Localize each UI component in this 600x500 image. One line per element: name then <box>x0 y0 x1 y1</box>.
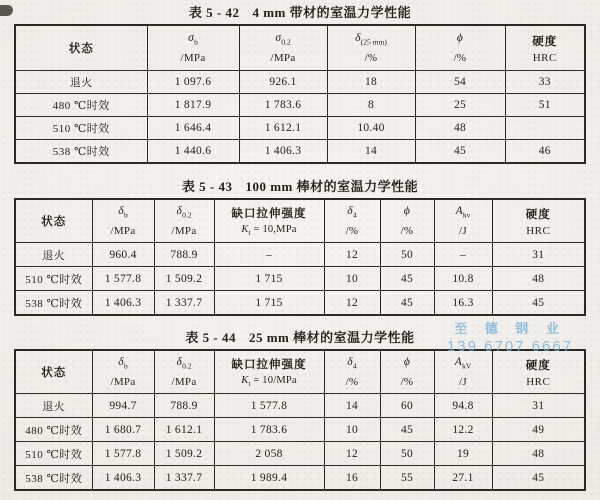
header-hardness: 硬度 HRC <box>492 199 585 243</box>
row-label: 510 ℃时效 <box>15 267 92 291</box>
table-cell: 2 058 <box>214 442 324 466</box>
table-cell: 12.2 <box>434 418 492 442</box>
header-hardness: 硬度 HRC <box>505 25 585 71</box>
header-state: 状态 <box>15 199 92 243</box>
table-number-label: 表 5 - 44 <box>185 330 236 345</box>
table-row <box>15 71 585 94</box>
table-row <box>15 466 585 491</box>
header-delta-02: $\delta_{0.2}$ /MPa <box>154 350 214 394</box>
table-cell: 1 577.8 <box>214 394 324 418</box>
row-label: 538 ℃时效 <box>15 140 147 164</box>
table-cell: – <box>434 243 492 267</box>
table-cell: 1 509.2 <box>154 267 214 291</box>
table-5-42-title <box>0 5 600 21</box>
header-state: 状态 <box>15 350 92 394</box>
table-cell: 1 612.1 <box>154 418 214 442</box>
table-row <box>15 117 585 140</box>
table-row <box>15 418 585 442</box>
table-cell: 960.4 <box>92 243 154 267</box>
table-cell: 1 715 <box>214 291 324 316</box>
table-cell: 1 406.3 <box>92 466 154 491</box>
table-cell: 48 <box>492 442 585 466</box>
table-cell: 994.7 <box>92 394 154 418</box>
table-cell: 1 406.3 <box>92 291 154 316</box>
table-cell: 1 337.7 <box>154 466 214 491</box>
table-cell: 45 <box>415 140 505 164</box>
table-cell: 10 <box>324 267 380 291</box>
table-title-text: 25 mm 棒材的室温力学性能 <box>248 330 415 345</box>
header-reduction-of-area: ϕ /% <box>415 25 505 71</box>
row-label: 退火 <box>15 243 92 267</box>
table-cell: 16 <box>324 466 380 491</box>
table-cell: 1 680.7 <box>92 418 154 442</box>
table-cell: 1 097.6 <box>147 71 239 94</box>
header-row <box>15 350 585 394</box>
table-cell: 49 <box>492 418 585 442</box>
table-cell: 27.1 <box>434 466 492 491</box>
table-cell: 94.8 <box>434 394 492 418</box>
table-5-43-section <box>0 179 600 316</box>
table-cell: 50 <box>380 442 434 466</box>
table-title-text: 4 mm 带材的室温力学性能 <box>252 5 412 20</box>
table-cell: 12 <box>324 243 380 267</box>
table-row <box>15 140 585 164</box>
table-cell: 1 440.6 <box>147 140 239 164</box>
table-cell <box>505 117 585 140</box>
table-cell: 31 <box>492 243 585 267</box>
row-label: 480 ℃时效 <box>15 94 147 117</box>
header-sigma-02: $\sigma_{0.2}$ /MPa <box>239 25 327 71</box>
watermark-phone-number: 139 6707 6667 <box>446 338 574 355</box>
header-delta-b: $\delta_b$ /MPa <box>92 350 154 394</box>
table-cell: 1 577.8 <box>92 267 154 291</box>
header-delta-b: $\delta_b$ /MPa <box>92 199 154 243</box>
header-state: 状态 <box>15 25 147 71</box>
header-impact-energy: $A_{kv}$ /J <box>434 199 492 243</box>
header-delta-4: $\delta_4$ /% <box>324 350 380 394</box>
table-cell: 50 <box>380 243 434 267</box>
table-row <box>15 442 585 466</box>
table-cell: 12 <box>324 291 380 316</box>
header-reduction-of-area: ϕ /% <box>380 199 434 243</box>
table-cell: 45 <box>492 291 585 316</box>
table-row <box>15 291 585 316</box>
table-cell: 19 <box>434 442 492 466</box>
table-cell: 1 509.2 <box>154 442 214 466</box>
row-label: 538 ℃时效 <box>15 466 92 491</box>
header-row <box>15 199 585 243</box>
table-cell: 51 <box>505 94 585 117</box>
table-5-43-title <box>0 179 600 195</box>
table-cell: 8 <box>327 94 415 117</box>
table-number-label: 表 5 - 43 <box>181 179 233 194</box>
table-5-42-section <box>0 5 600 164</box>
table-cell: – <box>214 243 324 267</box>
header-row <box>15 25 585 71</box>
table-number-label: 表 5 - 42 <box>188 5 240 20</box>
table-cell: 45 <box>380 267 434 291</box>
header-notch-tensile-strength: 缺口拉伸强度 $K_t = 10/MPa$ <box>214 350 324 394</box>
header-impact-energy: $A_{kV}$ /J <box>434 350 492 394</box>
table-row <box>15 243 585 267</box>
table-cell: 14 <box>324 394 380 418</box>
table-cell: 1 646.4 <box>147 117 239 140</box>
table-5-42 <box>14 24 586 164</box>
scan-artifact-mark <box>0 5 13 16</box>
table-row <box>15 267 585 291</box>
header-notch-tensile-strength: 缺口拉伸强度 $K_t = 10,MPa$ <box>214 199 324 243</box>
table-cell: 1 783.6 <box>214 418 324 442</box>
table-cell: 45 <box>380 418 434 442</box>
table-5-44 <box>14 349 586 491</box>
table-cell: 10.40 <box>327 117 415 140</box>
table-cell: 18 <box>327 71 415 94</box>
table-cell: 25 <box>415 94 505 117</box>
table-cell: 10 <box>324 418 380 442</box>
table-cell: 48 <box>492 267 585 291</box>
row-label: 510 ℃时效 <box>15 442 92 466</box>
table-cell: 55 <box>380 466 434 491</box>
table-cell: 33 <box>505 71 585 94</box>
table-cell: 1 337.7 <box>154 291 214 316</box>
table-cell: 1 406.3 <box>239 140 327 164</box>
table-cell: 1 612.1 <box>239 117 327 140</box>
watermark-company-name: 至 德 钢 业 <box>454 321 566 336</box>
row-label: 退火 <box>15 71 147 94</box>
table-cell: 788.9 <box>154 243 214 267</box>
table-cell: 54 <box>415 71 505 94</box>
table-cell: 10.8 <box>434 267 492 291</box>
table-row <box>15 394 585 418</box>
table-cell: 1 715 <box>214 267 324 291</box>
table-cell: 60 <box>380 394 434 418</box>
table-cell: 1 817.9 <box>147 94 239 117</box>
table-cell: 48 <box>415 117 505 140</box>
row-label: 480 ℃时效 <box>15 418 92 442</box>
row-label: 538 ℃时效 <box>15 291 92 316</box>
table-cell: 1 577.8 <box>92 442 154 466</box>
header-sigma-b: $\sigma_b$ /MPa <box>147 25 239 71</box>
row-label: 510 ℃时效 <box>15 117 147 140</box>
table-cell: 46 <box>505 140 585 164</box>
table-5-43 <box>14 198 586 316</box>
table-cell: 788.9 <box>154 394 214 418</box>
table-cell: 45 <box>492 466 585 491</box>
table-cell: 45 <box>380 291 434 316</box>
watermark-zhide-steel <box>424 318 596 355</box>
table-cell: 31 <box>492 394 585 418</box>
table-cell: 16.3 <box>434 291 492 316</box>
table-cell: 12 <box>324 442 380 466</box>
header-elongation: $\delta_{(25 mm)}$ /% <box>327 25 415 71</box>
table-row <box>15 94 585 117</box>
header-reduction-of-area: ϕ /% <box>380 350 434 394</box>
header-delta-4: $\delta_4$ /% <box>324 199 380 243</box>
table-cell: 14 <box>327 140 415 164</box>
row-label: 退火 <box>15 394 92 418</box>
table-cell: 1 989.4 <box>214 466 324 491</box>
header-delta-02: $\delta_{0.2}$ /MPa <box>154 199 214 243</box>
table-cell: 1 783.6 <box>239 94 327 117</box>
table-cell: 926.1 <box>239 71 327 94</box>
header-hardness: 硬度 HRC <box>492 350 585 394</box>
table-title-text: 100 mm 棒材的室温力学性能 <box>245 179 419 194</box>
